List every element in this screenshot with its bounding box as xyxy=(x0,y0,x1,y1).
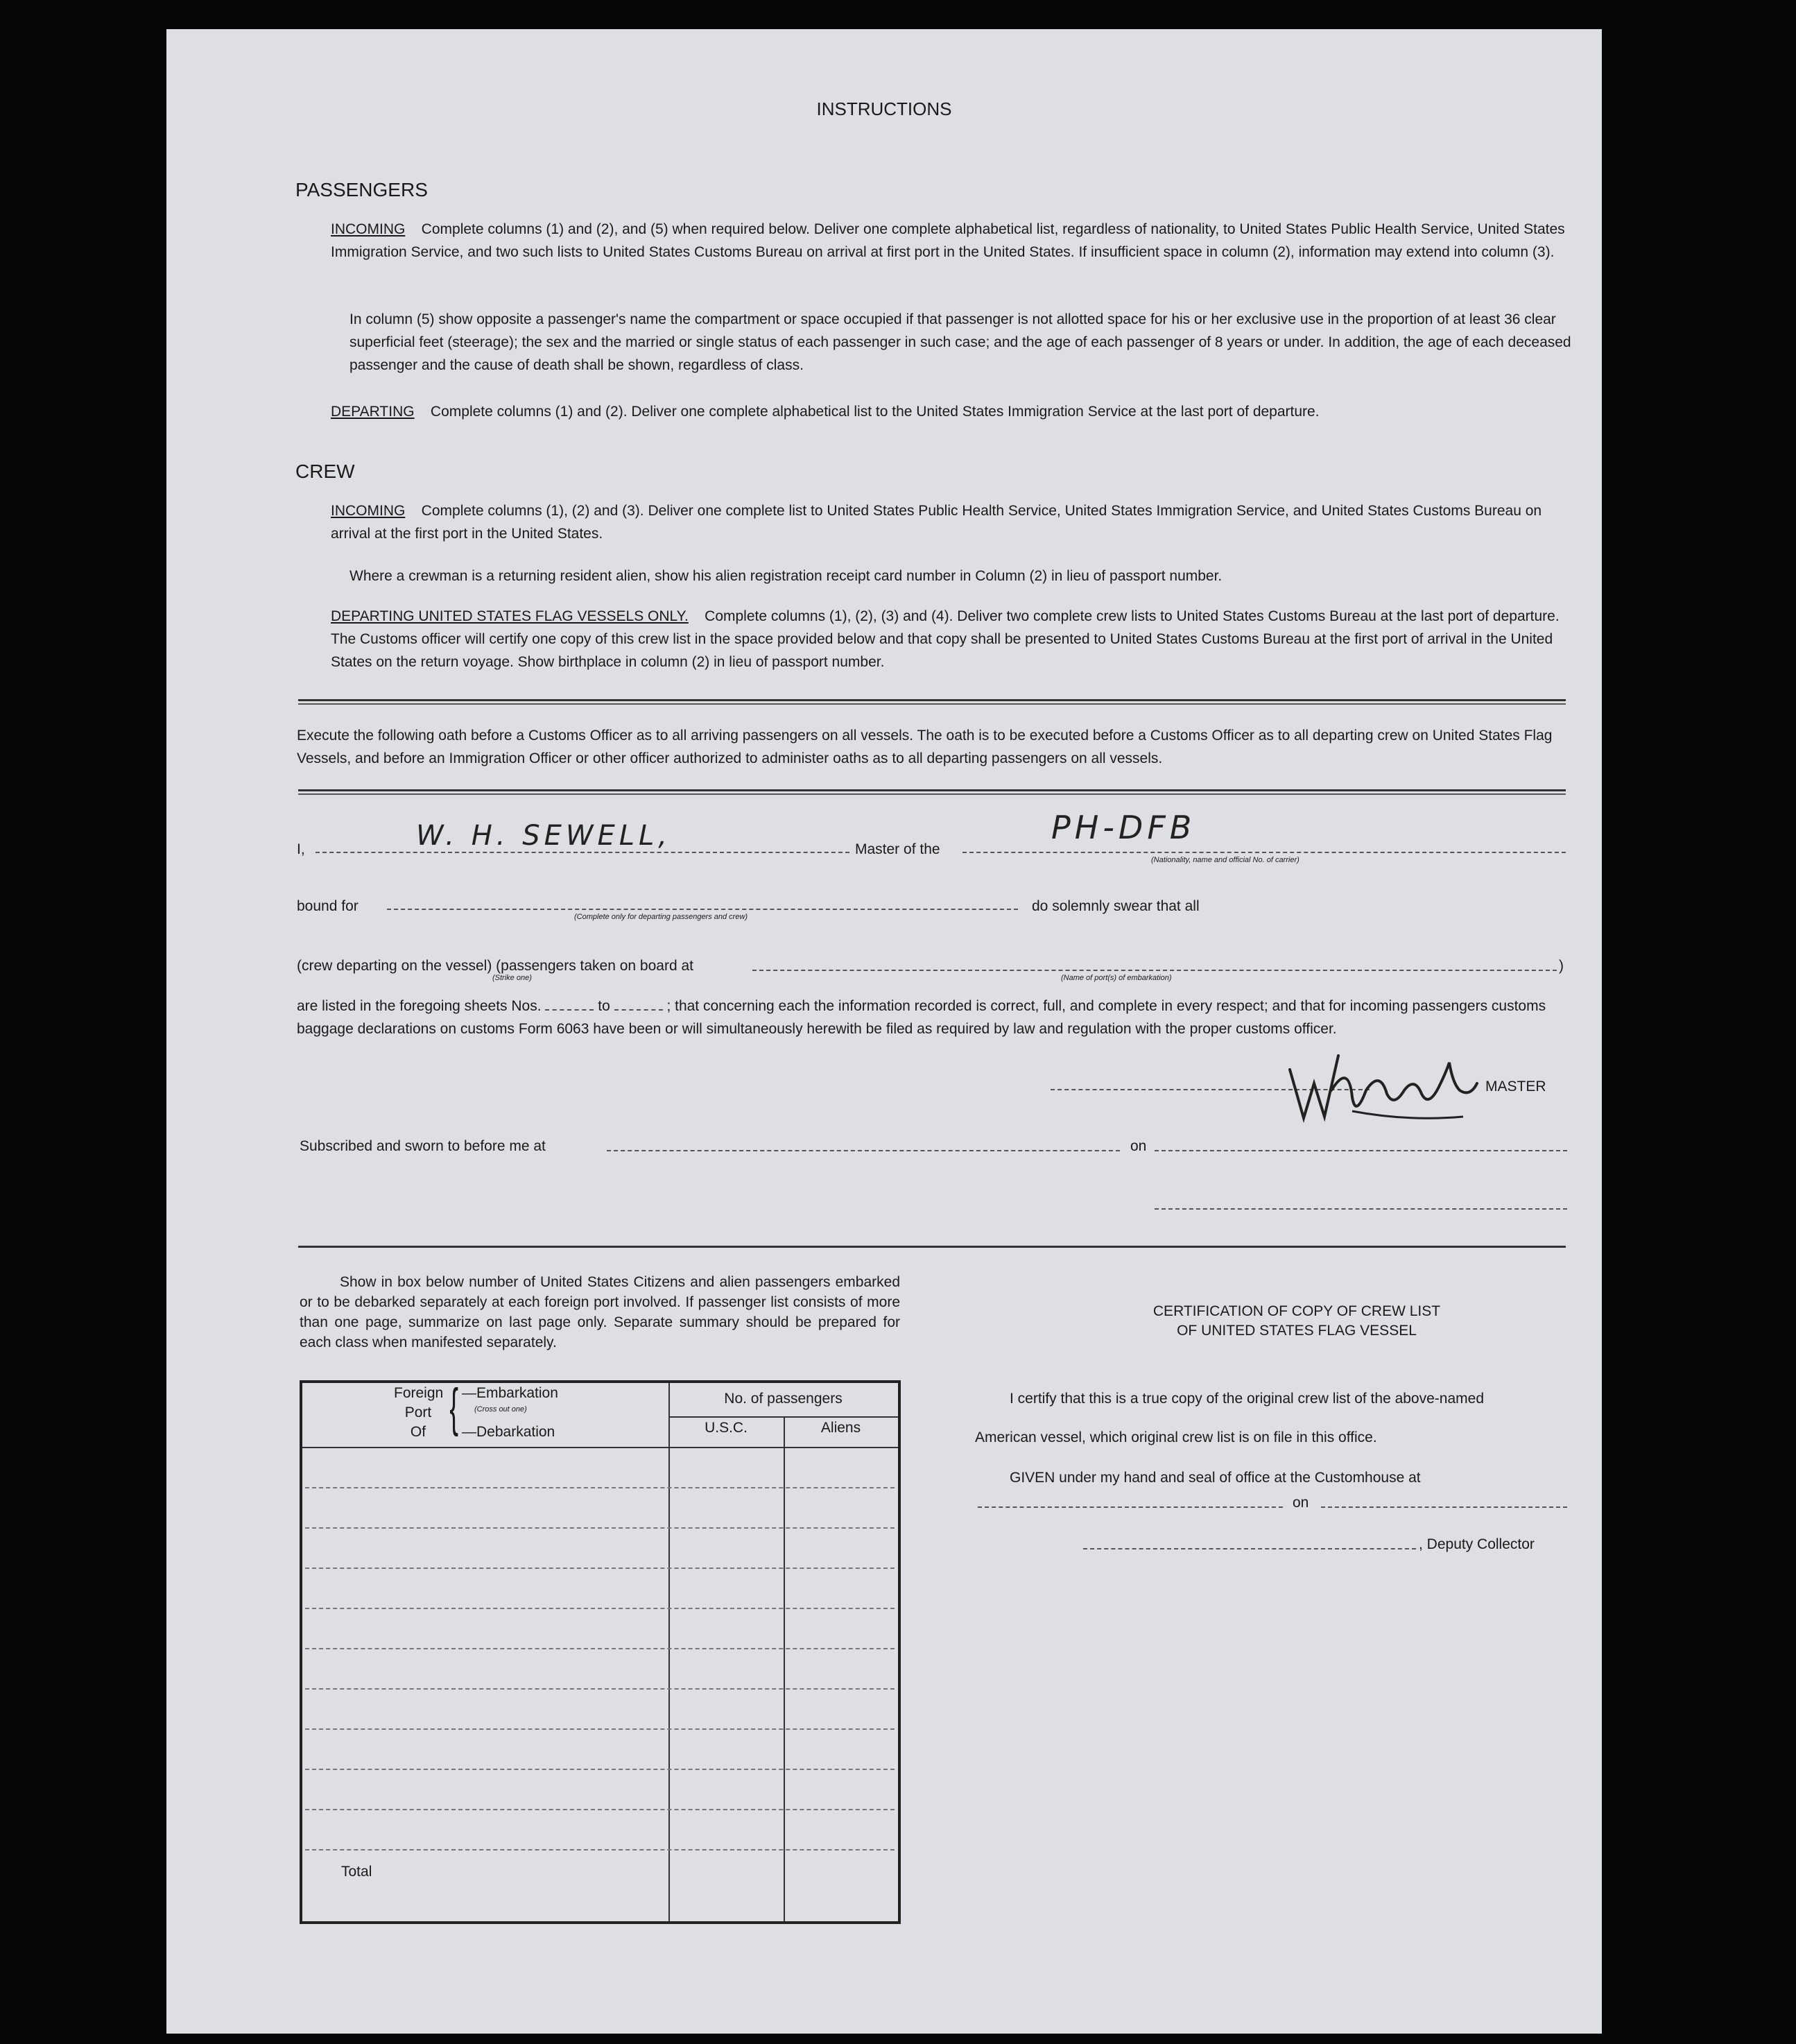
subscribed-on-label: on xyxy=(1130,1138,1147,1154)
passengers-incoming-text: Complete columns (1) and (2), and (5) when required below. Deliver one complete alphabetical list, regardless of nationality, to United States Public Health Service, United States Immigration Service, and two such lists to United States Customs Bureau on arrival at first port in the United States. If insufficient space in column (2), information may extend into column (3). xyxy=(331,221,1565,260)
crew-departing-paragraph xyxy=(331,605,1576,673)
table-divider xyxy=(784,1416,785,1921)
listed-label: are listed in the foregoing sheets Nos. xyxy=(297,998,542,1014)
divider xyxy=(298,789,1566,791)
certification-date-field[interactable] xyxy=(1321,1506,1567,1508)
bound-for-label: bound for xyxy=(297,898,359,914)
given-text: GIVEN under my hand and seal of office at the Customhouse at xyxy=(1010,1470,1421,1486)
table-row[interactable] xyxy=(305,1809,895,1810)
oath-i-label: I, xyxy=(297,841,305,857)
to-label: to xyxy=(598,998,610,1014)
crew-incoming-label: INCOMING xyxy=(331,503,406,519)
bound-for-field[interactable] xyxy=(387,909,1018,910)
crew-incoming-paragraph xyxy=(331,499,1576,545)
carrier-handwritten: PH-DFB xyxy=(1051,809,1196,846)
carrier-field[interactable] xyxy=(962,852,1566,853)
page-title: INSTRUCTIONS xyxy=(816,98,952,119)
brace-icon: { xyxy=(449,1378,459,1437)
no-passengers-label: No. of passengers xyxy=(724,1391,843,1407)
master-name-field[interactable] xyxy=(316,852,849,853)
cross-out-label: (Cross out one) xyxy=(474,1405,527,1414)
oath-intro-paragraph: Execute the following oath before a Customs Officer as to all arriving passengers on all vessels. The oath is to be executed before a Customs Officer as to all departing crew on United States Flag Vessels, and before an Immigration Officer or other officer authorized to administer oaths as to all departing passengers on all vessels. xyxy=(297,728,1553,766)
aliens-label: Aliens xyxy=(820,1420,861,1436)
table-row[interactable] xyxy=(305,1487,895,1488)
master-name-handwritten: W. H. SEWELL, xyxy=(416,820,671,852)
subscribed-place-field[interactable] xyxy=(607,1150,1120,1151)
swear-label: do solemnly swear that all xyxy=(1032,898,1200,914)
deputy-collector-label: , Deputy Collector xyxy=(1419,1536,1535,1552)
passengers-incoming-label: INCOMING xyxy=(331,221,406,237)
passengers-departing-label: DEPARTING xyxy=(331,404,415,420)
certification-on-label: on xyxy=(1293,1495,1309,1511)
foreign-label: Foreign xyxy=(394,1385,444,1401)
document-page xyxy=(166,29,1602,2034)
crew-departing-label: (crew departing on the vessel) (passengers taken on board at xyxy=(297,958,693,974)
of-label: Of xyxy=(410,1424,426,1440)
table-divider xyxy=(668,1383,670,1921)
master-signature xyxy=(1283,1042,1484,1132)
passengers-departing-text: Complete columns (1) and (2). Deliver one complete alphabetical list to the United States Immigration Service at the last port of departure. xyxy=(430,404,1320,420)
table-row[interactable] xyxy=(305,1849,895,1850)
certify-line-1: I certify that this is a true copy of the original crew list of the above-named xyxy=(1010,1391,1484,1407)
bound-caption: (Complete only for departing passengers and crew) xyxy=(574,913,748,921)
officer-signature-field[interactable] xyxy=(1155,1208,1567,1210)
summary-note: Show in box below number of United States Citizens and alien passengers embarked or to be debarked separately at each foreign port involved. If passenger list consists of more than one page, summarize on last page only. Separate summary should be prepared for each class when manifested separately. xyxy=(300,1274,900,1350)
divider xyxy=(298,703,1566,705)
total-label: Total xyxy=(341,1864,372,1880)
sheet-to-field[interactable] xyxy=(614,1009,663,1011)
table-header-bottom xyxy=(302,1447,898,1448)
customhouse-field[interactable] xyxy=(978,1506,1283,1508)
embarkation-label: —Embarkation xyxy=(462,1385,558,1401)
port-label: Port xyxy=(404,1405,432,1420)
table-row[interactable] xyxy=(305,1688,895,1690)
passenger-summary-table xyxy=(300,1380,901,1924)
subscribed-date-field[interactable] xyxy=(1155,1150,1567,1151)
passengers-departing-paragraph xyxy=(331,400,1576,423)
certification-title-2: OF UNITED STATES FLAG VESSEL xyxy=(1177,1323,1417,1339)
table-row[interactable] xyxy=(305,1648,895,1649)
divider xyxy=(298,1246,1566,1248)
subscribed-label: Subscribed and sworn to before me at xyxy=(300,1138,546,1154)
passengers-incoming-paragraph xyxy=(331,218,1576,264)
master-of-label: Master of the xyxy=(855,841,940,857)
deputy-signature-field[interactable] xyxy=(1083,1548,1416,1549)
crew-incoming-text: Complete columns (1), (2) and (3). Deliver one complete list to United States Public Health Service, United States Immigration Service, and United States Customs Bureau on arrival at the first port in the United States. xyxy=(331,503,1542,542)
crew-departing-label: DEPARTING UNITED STATES FLAG VESSELS ONLY. xyxy=(331,608,689,624)
sheet-from-field[interactable] xyxy=(545,1009,594,1011)
strike-caption: (Strike one) xyxy=(492,974,532,982)
table-row[interactable] xyxy=(305,1728,895,1730)
ports-caption: (Name of port(s) of embarkation) xyxy=(1061,974,1172,982)
certification-title-1: CERTIFICATION OF COPY OF CREW LIST xyxy=(1152,1303,1441,1319)
table-row[interactable] xyxy=(305,1568,895,1569)
divider xyxy=(298,793,1566,795)
listed-rest-text: ; that concerning each the information recorded is correct, full, and complete in every respect; and that for incoming passengers customs baggage declarations on customs Form 6063 have been or will simultaneously herewith be filed as required by law and regulation with the proper customs officer. xyxy=(297,998,1546,1037)
crew-departing-text: Complete columns (1), (2), (3) and (4). Deliver two complete crew lists to United States Customs Bureau at the last port of departure. The Customs officer will certify one copy of this crew list in the space provided below and that copy shall be presented to United States Customs Bureau at the first port of arrival in the United States on the return voyage. Show birthplace in column (2) in lieu of passport number. xyxy=(331,608,1560,670)
embarkation-ports-field[interactable] xyxy=(752,970,1557,971)
close-paren: ) xyxy=(1559,958,1564,974)
crew-resident-paragraph: Where a crewman is a returning resident alien, show his alien registration receipt card number in Column (2) in lieu of passport number. xyxy=(349,568,1223,584)
table-row[interactable] xyxy=(305,1769,895,1770)
certify-line-2: American vessel, which original crew list is on file in this office. xyxy=(975,1429,1377,1445)
divider xyxy=(298,699,1566,701)
usc-label: U.S.C. xyxy=(705,1420,748,1436)
passengers-column5-paragraph: In column (5) show opposite a passenger's name the compartment or space occupied if that passenger is not allotted space for his or her exclusive use in the proportion of at least 36 clear superficial feet (steerage); the sex and the married or single status of each passenger in such case; and the age of each passenger of 8 years or under. In addition, the age of each deceased passenger and the cause of death shall be shown, regardless of class. xyxy=(349,311,1571,373)
passengers-heading: PASSENGERS xyxy=(295,179,428,200)
debarkation-label: —Debarkation xyxy=(462,1424,555,1440)
carrier-caption: (Nationality, name and official No. of carrier) xyxy=(1151,856,1299,864)
crew-heading: CREW xyxy=(295,461,355,482)
table-row[interactable] xyxy=(305,1608,895,1609)
listed-paragraph xyxy=(297,995,1566,1040)
table-row[interactable] xyxy=(305,1527,895,1529)
master-label: MASTER xyxy=(1485,1079,1546,1094)
